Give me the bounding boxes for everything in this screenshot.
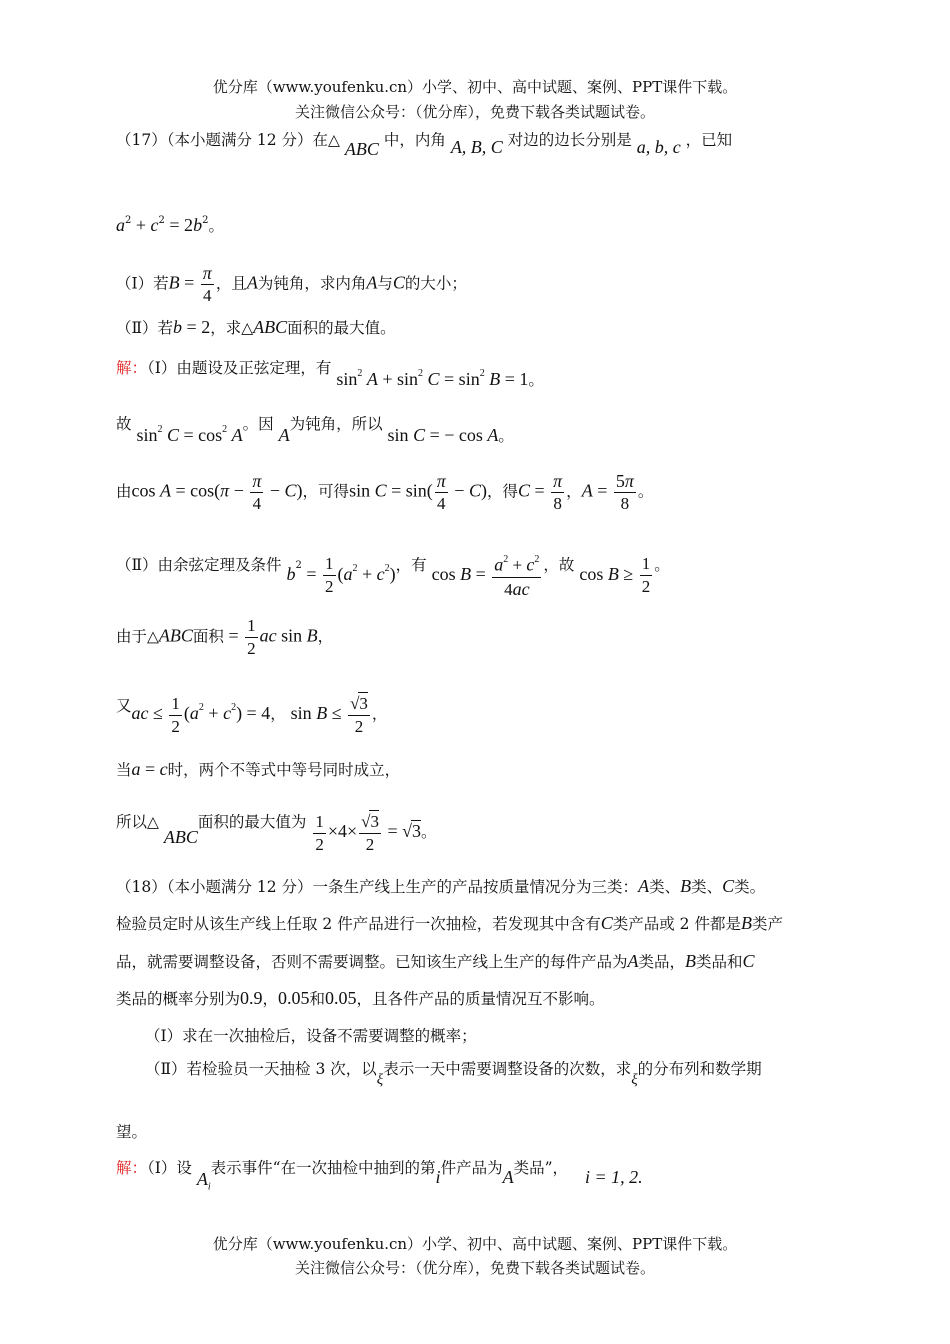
q17-statement: （17）（本小题满分 12 分）在△ ABC 中，内角 A, B, C 对边的边长分别是 a, b, c ，已知 [116, 131, 733, 159]
footer-line-2: 关注微信公众号：（优分库），免费下载各类试题试卷。 [294, 1259, 655, 1277]
solution-label: 解： [116, 1159, 148, 1177]
q17-given-equation: $a^2 + c^2 = 2b^2$。 [116, 214, 224, 235]
q17-solution-6: 又ac ≤ $\frac{1}{2}$ $(a^2 + c^2) = 4$， sin B ≤ $\frac{√3}{2}$ ， [116, 693, 388, 736]
solution-label: 解： [116, 359, 148, 377]
q18-line-2: 检验员定时从该生产线上任取 2 件产品进行一次抽检，若发现其中含有C类产品或 2 件都是B类产 [116, 913, 783, 933]
q18-solution: 解：（Ⅰ）设 $A_i$表示事件“在一次抽检中抽到的第i件产品为A类品”， i = 1, 2. [116, 1159, 643, 1193]
q17-solution-1: 解：（Ⅰ）由题设及正弦定理，有 $\sin^2 A + \sin^2 C = \sin^2 B = 1$。 [116, 359, 544, 389]
q17-solution-5: 由于△ABC面积 = $\frac{1}{2}$ ac sin B， [116, 616, 334, 658]
q17-solution-8: 所以△ ABC面积的最大值为 $\frac{1}{2}$ ×4× $\frac{√3}{2}$ = √3。 [116, 811, 437, 854]
header-line-1: 优分库（www.youfenku.cn）小学、初中、高中试题、案例、PPT课件下载。 [212, 78, 738, 96]
q18-line-3: 品，就需要调整设备，否则不需要调整。已知该生产线上生产的每件产品为A类品，B类品和C [116, 951, 755, 971]
q18-part-1: （Ⅰ）求在一次抽检后，设备不需要调整的概率； [145, 1027, 477, 1045]
footer-line-1: 优分库（www.youfenku.cn）小学、初中、高中试题、案例、PPT课件下载。 [212, 1235, 738, 1253]
q18-part-2: （Ⅱ）若检验员一天抽检 3 次，以ξ表示一天中需要调整设备的次数，求ξ的分布列和数学期 [145, 1060, 762, 1088]
q17-part-1: （Ⅰ）若B = $\frac{\pi}{4}$ ，且A为钝角，求内角A与C的大小； [116, 263, 467, 305]
q18-line-1: （18）（本小题满分 12 分）一条生产线上生产的产品按质量情况分为三类：A类、B类、C类。 [116, 876, 766, 896]
q17-part-2: （Ⅱ）若b = 2，求△ABC面积的最大值。 [116, 317, 396, 337]
header-line-2: 关注微信公众号：（优分库），免费下载各类试题试卷。 [294, 103, 655, 121]
q17-solution-3: 由cos A = cos(π − $\frac{\pi}{4}$ − C)，可得sin C = sin( $\frac{\pi}{4}$ − C)，得C = $\frac{\pi}{8}$ ，A = $\frac{5\pi}{8}$ 。 [116, 471, 654, 513]
q18-part-2-cont: 望。 [116, 1123, 148, 1141]
q18-line-4: 类品的概率分别为0.9，0.05和0.05，且各件产品的质量情况互不影响。 [116, 988, 605, 1008]
frac-pi-over-4: $\frac{\pi}{4}$ [202, 263, 212, 305]
q17-solution-2: 故 $\sin^2 C = \cos^2 A$。因 A为钝角，所以 sin C = − cos A。 [116, 415, 514, 445]
q17-solution-7: 当a = c时，两个不等式中等号同时成立， [116, 759, 401, 779]
q17-solution-4: （Ⅱ）由余弦定理及条件 $b^2$ = $\frac{1}{2}$ $(a^2 + c^2)$，有 cos B = $\frac{a^2 + c^2}{4ac}$ ，故 cos B ≥ $\frac{1}{2}$ 。 [116, 541, 670, 591]
